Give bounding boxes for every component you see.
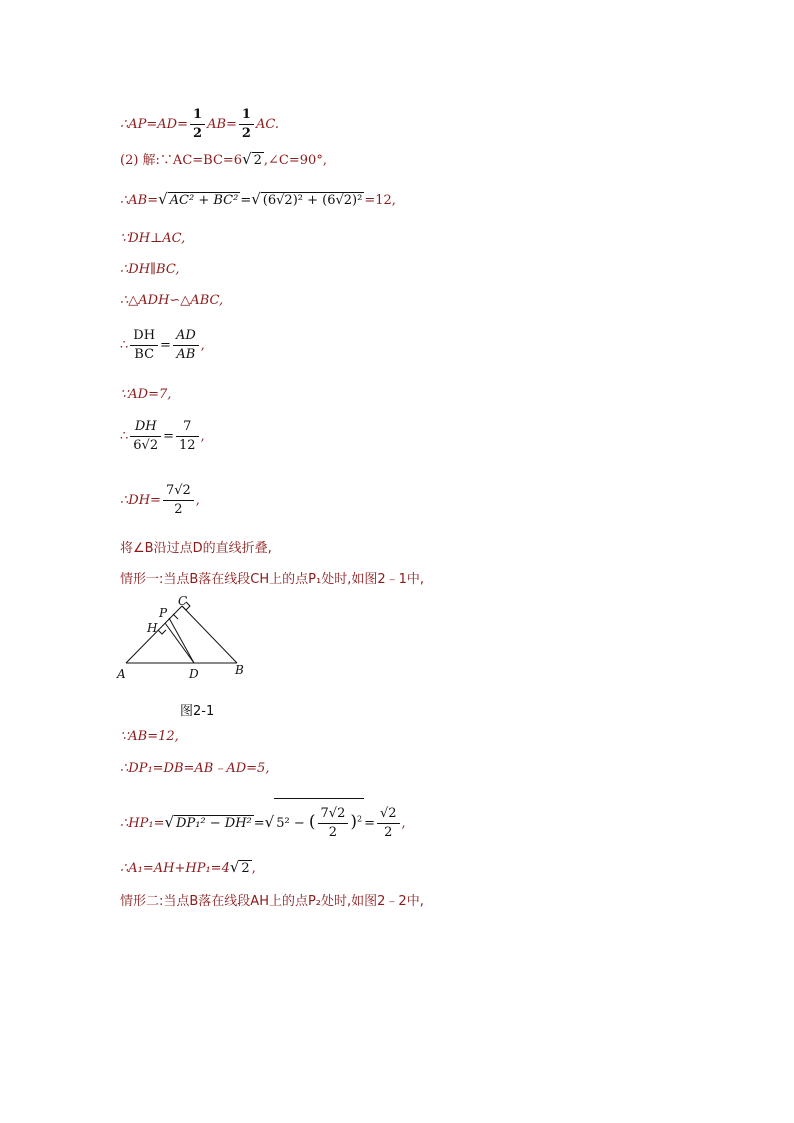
segment-dc [173,614,178,619]
line-dh-value: ∴DH= $\frac{7√2}{2}$ , [120,483,200,517]
text: ,∠C=90°, [263,153,327,168]
radicand-ac-bc: AC² + BC² [169,193,239,208]
line-dh-parallel: ∴DH∥BC, [120,262,180,277]
label-a: A [117,667,126,681]
label-h: H [147,621,158,635]
figure-caption: 图2-1 [180,704,215,719]
sqrt-2: 2 [253,153,262,168]
line-ap-ad [120,106,279,143]
line-ab: ∴AB=√ AC² + BC² =√ (6√2)² + (6√2)² =12, [120,190,396,208]
line-a1: ∴A₁=AH+HP₁=4√ 2 , [120,858,256,876]
label-p: P [159,606,168,620]
label-c: C [178,594,188,608]
line-similar: ∴△ADH∽△ABC, [120,293,224,308]
line-ratio-numeric: ∴ $\frac{DH}{6√2}$ = $\frac{7}{12}$ , [120,419,205,453]
text: AC. [255,117,279,132]
line-dh-perp: ∵DH⊥AC, [120,231,186,246]
line-hp1: ∴HP₁=√ DP₁² − DH² =√ 5² − ( $\frac{7√2}{2}$ )$^2$ = $\frac{√2}{2}$ , [120,798,406,842]
line-fold: 将∠B沿过点D的直线折叠, [120,541,272,556]
line-ad-7: ∵AD=7, [120,387,172,402]
fraction-half: $\frac{1}{2}$ [190,106,205,143]
segment-hd [165,623,194,663]
line-ab-12: ∵AB=12, [120,729,179,744]
line-ratio: ∴ $\frac{DH}{BC}$ = $\frac{AD}{AB}$ , [120,328,205,362]
text: AB= [207,117,237,132]
fraction-half: $\frac{1}{2}$ [239,106,254,143]
label-d: D [189,667,199,681]
line-solution-2: (2) 解:∵AC=BC=6√ 2 ,∠C=90°, [120,150,327,168]
radicand-numbers: (6√2)² + (6√2)² [262,193,363,208]
label-b: B [235,663,244,677]
text: (2) 解:∵AC=BC=6 [120,153,243,168]
line-dp1: ∴DP₁=DB=AB﹣AD=5, [120,761,270,776]
text: ∴AP=AD= [120,117,189,132]
line-case-two: 情形二:当点B落在线段AH上的点P₂处时,如图2﹣2中, [120,894,424,909]
line-case-one: 情形一:当点B落在线段CH上的点P₁处时,如图2﹣1中, [120,572,425,587]
segment-pd [169,618,194,663]
triangle-figure [115,592,255,684]
segment-cb [182,606,237,663]
right-angle-h [158,630,166,634]
